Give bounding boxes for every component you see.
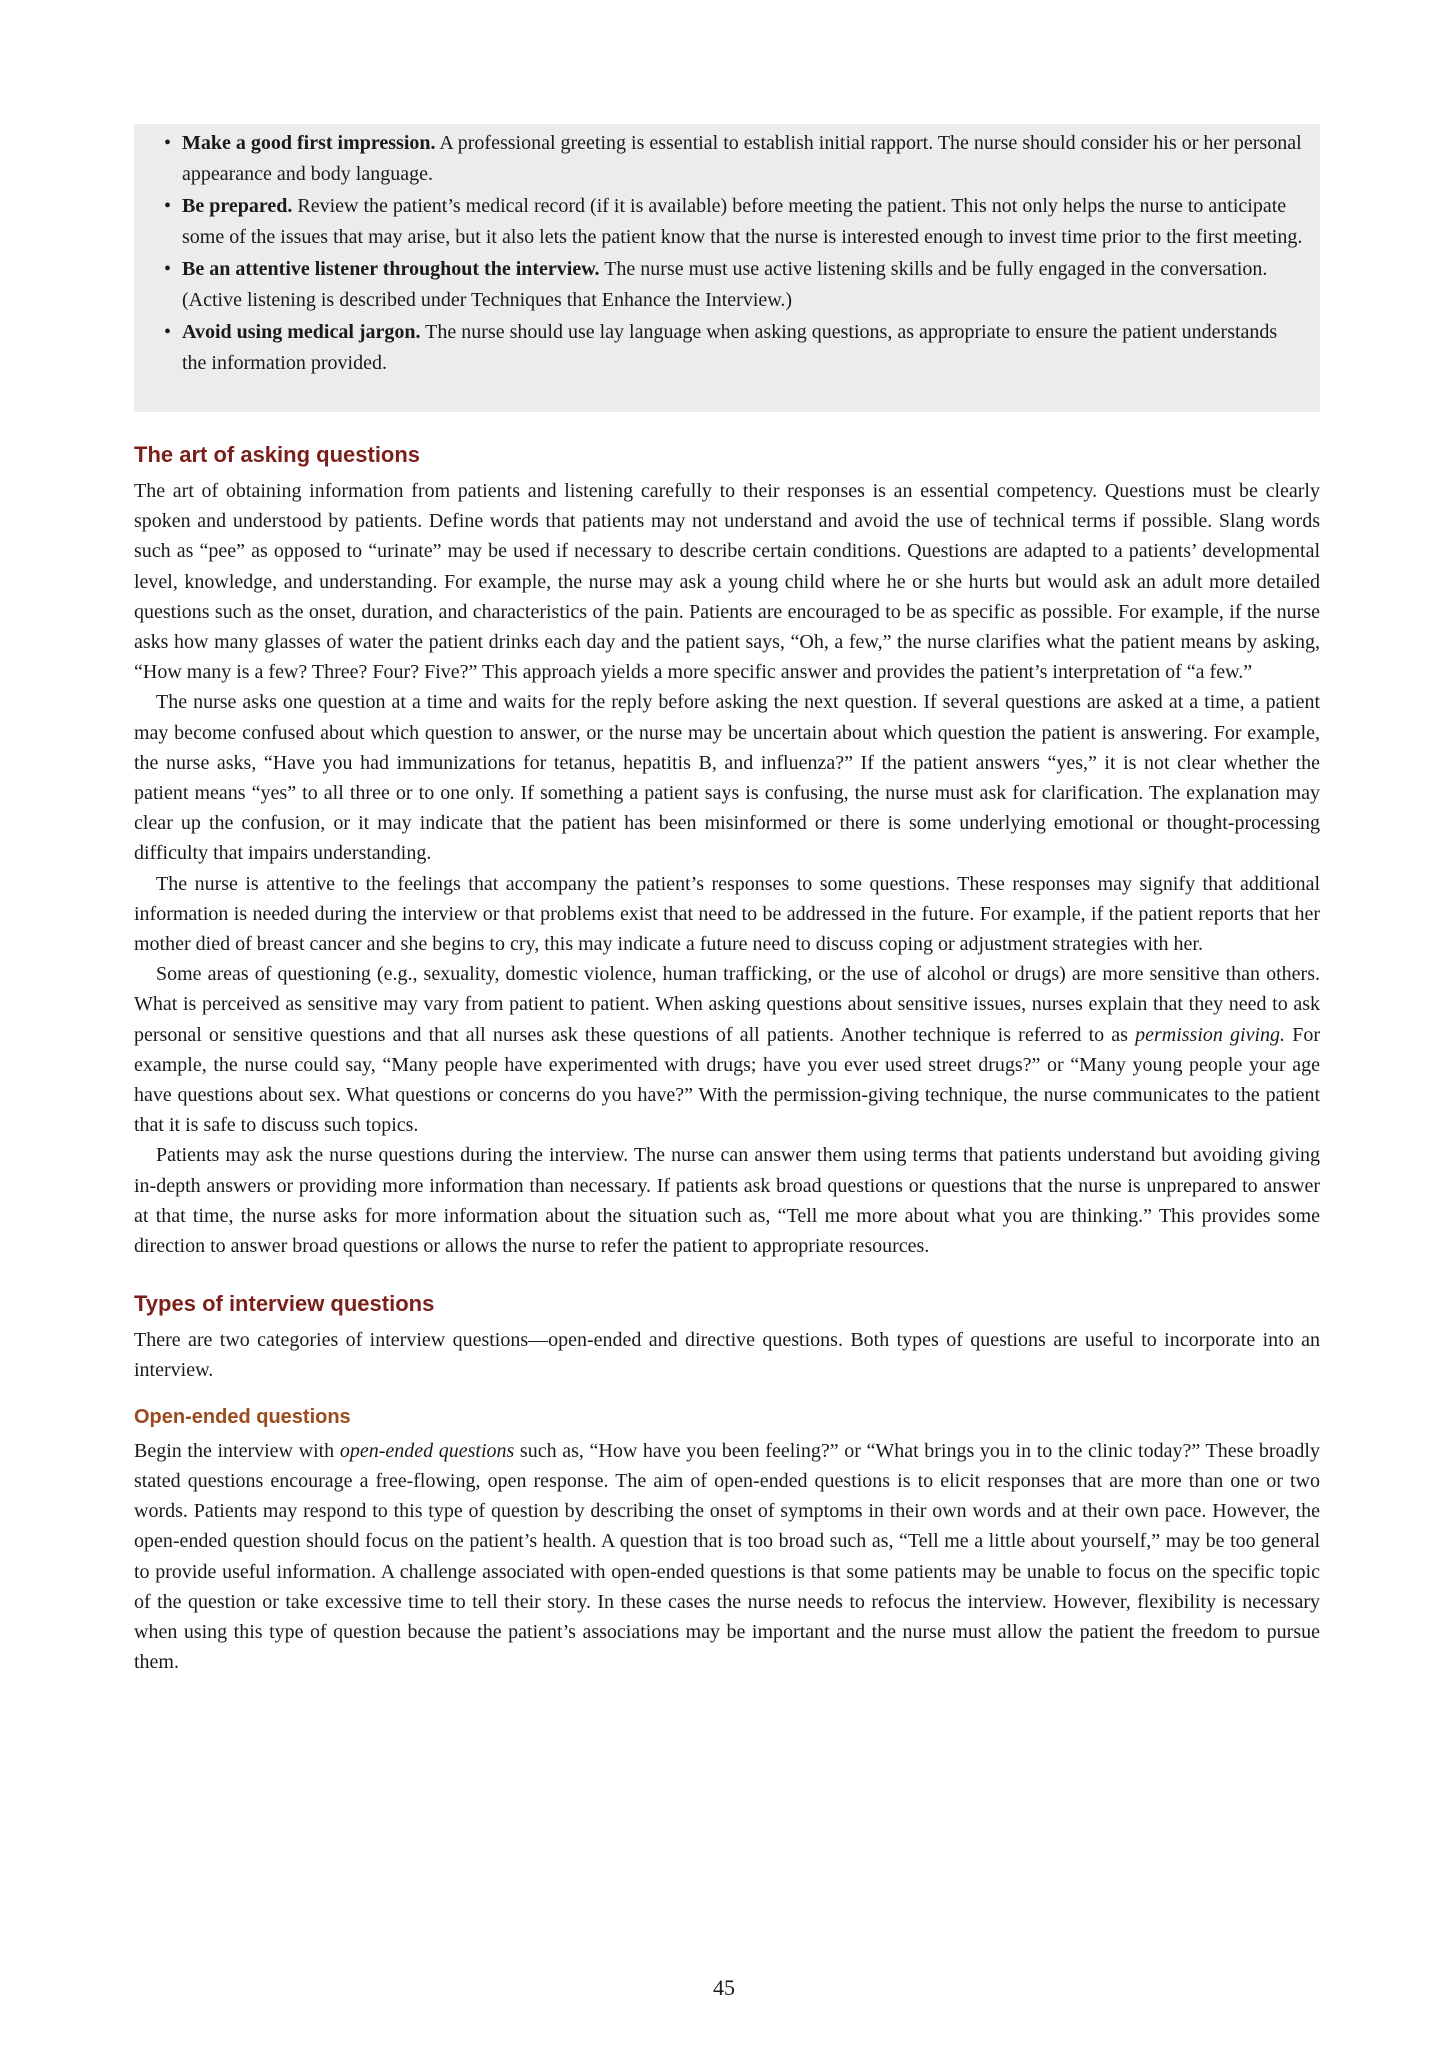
tip-title: Make a good first impression. [182, 132, 436, 154]
paragraph: The art of obtaining information from patients and listening carefully to their responses is an essential competency. Questions must be clearly spoken and understood by patients. Define words that patients may not understand and avoid the use of technical terms if possible. Slang words such as “pee” as opposed to “urinate” may be used if necessary to describe certain conditions. Questions are adapted to a patients’ developmental level, knowledge, and understanding. For example, the nurse may ask a young child where he or she hurts but would ask an adult more detailed questions such as the onset, duration, and characteristics of the pain. Patients are encouraged to be as specific as possible. For example, if the nurse asks how many glasses of water the patient drinks each day and the patient says, “Oh, a few,” the nurse clarifies what the patient means by asking, “How many is a few? Three? Four? Five?” This approach yields a more specific answer and provides the patient’s interpretation of “a few.” [134, 480, 1320, 684]
tip-text: The nurse must use active listening skills and be fully engaged in the conversation. (Active listening is described under Techniques that Enhance the Interview.) [182, 258, 1268, 311]
page-content [134, 124, 1320, 1677]
text-run: Begin the interview with [134, 1439, 340, 1462]
tip-title: Be prepared. [182, 195, 293, 217]
tip-text: The nurse should use lay language when asking questions, as appropriate to ensure the patient understands the information provided. [182, 321, 1278, 374]
text-run: For example, the nurse could say, “Many people have experimented with drugs; have you ever used street drugs?” or “Many young people your age have questions about sex. What questions or concerns do you have?” With the permission-giving technique, the nurse communicates to the patient that it is safe to discuss such topics. [134, 1023, 1320, 1137]
paragraph: There are two categories of interview questions—open-ended and directive questions. Both types of questions are useful to incorporate into an interview. [134, 1329, 1320, 1382]
paragraph: The nurse is attentive to the feelings that accompany the patient’s responses to some questions. These responses may signify that additional information is needed during the interview or that problems exist that need to be addressed in the future. For example, if the patient reports that her mother died of breast cancer and she begins to cry, this may indicate a future need to discuss coping or adjustment strategies with her. [134, 872, 1320, 956]
paragraph: The nurse asks one question at a time and waits for the reply before asking the next question. If several questions are asked at a time, a patient may become confused about which question to answer, or the nurse may be uncertain about which question the patient is answering. For example, the nurse asks, “Have you had immunizations for tetanus, hepatitis B, and influenza?” If the patient answers “yes,” it is not clear whether the patient means “yes” to all three or to one only. If something a patient says is confusing, the nurse must ask for clarification. The explanation may clear up the confusion, or it may indicate that the patient has been misinformed or there is some underlying emotional or thought-processing difficulty that impairs understanding. [134, 691, 1320, 865]
bullet-icon: • [164, 132, 172, 154]
bullet-icon: • [164, 195, 172, 217]
section-heading-types: Types of interview questions [134, 1291, 435, 1317]
tip-item [150, 317, 1304, 378]
paragraph [134, 959, 1320, 1140]
tip-text: Review the patient’s medical record (if it is available) before meeting the patient. This not only helps the nurse to anticipate some of the issues that may arise, but it also lets the patient know that the nurse is interested enough to invest time prior to the first meeting. [182, 195, 1303, 248]
tips-box [134, 124, 1320, 412]
bullet-icon: • [164, 321, 172, 343]
tips-list [150, 128, 1304, 378]
section-heading-art-of-asking: The art of asking questions [134, 442, 421, 467]
bullet-icon: • [164, 258, 172, 280]
italic-term: permission giving. [1135, 1023, 1286, 1046]
text-run: Some areas of questioning (e.g., sexuality, domestic violence, human trafficking, or the use of alcohol or drugs) are more sensitive than others. What is perceived as sensitive may vary from patient to patient. When asking questions about sensitive issues, nurses explain that they need to ask personal or sensitive questions and that all nurses ask these questions of all patients. Another technique is referred to as [134, 963, 1320, 1046]
paragraph: Patients may ask the nurse questions during the interview. The nurse can answer them using terms that patients understand but avoiding giving in-depth answers or providing more information than necessary. If patients ask broad questions or questions that the nurse is unprepared to answer at that time, the nurse asks for more information about the situation such as, “Tell me more about what you are thinking.” This provides some direction to answer broad questions or allows the nurse to refer the patient to appropriate resources. [134, 1144, 1320, 1258]
tip-title: Avoid using medical jargon. [182, 321, 421, 343]
tip-item [150, 254, 1304, 315]
tip-text: A professional greeting is essential to establish initial rapport. The nurse should consider his or her personal appearance and body language. [182, 132, 1302, 185]
tip-item [150, 128, 1304, 189]
tip-title: Be an attentive listener throughout the interview. [182, 258, 600, 280]
page-number: 45 [713, 1975, 735, 2000]
tip-item [150, 191, 1304, 252]
paragraph [134, 1436, 1320, 1678]
text-run: such as, “How have you been feeling?” or “What brings you in to the clinic today?” These broadly stated questions encourage a free-flowing, open response. The aim of open-ended questions is to elicit responses that are more than one or two words. Patients may respond to this type of question by describing the onset of symptoms in their own words and at their own pace. However, the open-ended question should focus on the patient’s health. A question that is too broad such as, “Tell me a little about yourself,” may be too general to provide useful information. A challenge associated with open-ended questions is that some patients may be unable to focus on the specific topic of the question or take excessive time to tell their story. In these cases the nurse needs to refocus the interview. However, flexibility is necessary when using this type of question because the patient’s associations may be important and the nurse must allow the patient the freedom to pursue them. [134, 1439, 1320, 1674]
subsection-heading-open-ended: Open-ended questions [134, 1405, 351, 1428]
italic-term: open-ended questions [339, 1439, 515, 1462]
